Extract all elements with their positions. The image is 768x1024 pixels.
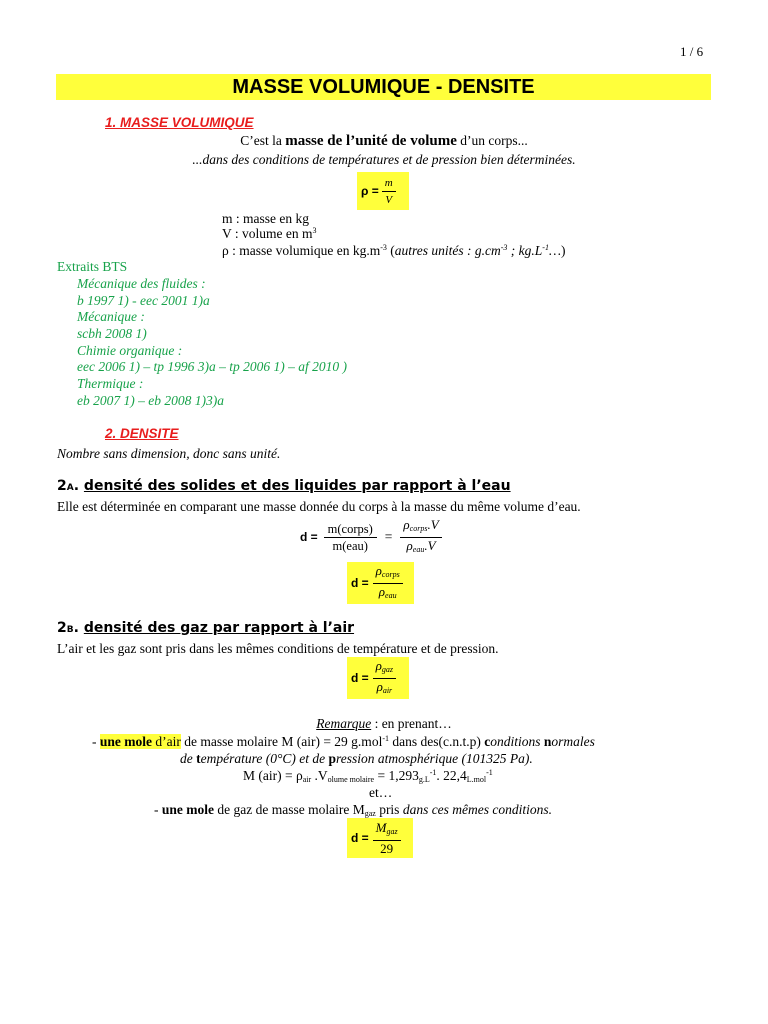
remark-line: Remarque : en prenant…	[316, 716, 452, 731]
density-formula-lhs: d =	[300, 530, 318, 544]
legend-volume: V : volume en $m^3$	[222, 226, 317, 241]
air-molar-mass-line: M $(air) = \rho_{air}$ $.V_{olume molaire} = 1,293_{g.L}^{-1}$. $22,4_{L.mol}^{-1}$	[243, 768, 493, 784]
definition-line	[0, 133, 768, 150]
fraction-den: $\rho_{air}$	[376, 678, 393, 695]
gas-mole-line: - une mole de gaz de masse molaire $M_{gaz}$ pris dans ces mêmes conditions.	[154, 802, 553, 818]
density-formula-2-box	[347, 562, 414, 604]
definition-prefix: C’est la	[240, 133, 286, 148]
page-title: MASSE VOLUMIQUE - DENSITE	[232, 76, 535, 98]
bts-line: Mécanique des fluides :	[77, 276, 206, 291]
section-2-subtitle: Nombre sans dimension, donc sans unité.	[57, 446, 281, 461]
bts-line: Mécanique :	[77, 309, 145, 324]
rho-formula-lhs: ρ =	[361, 184, 379, 198]
definition-bold: masse de l’unité de volume	[285, 133, 457, 149]
bts-line: Chimie organique :	[77, 343, 183, 358]
rho-formula-box	[357, 172, 409, 210]
fraction-den: 29	[380, 840, 394, 856]
density-formula-lhs: d =	[351, 671, 369, 685]
section-1-heading: 1. MASSE VOLUMIQUE	[105, 115, 254, 130]
gas-density-formula-box	[347, 657, 409, 699]
bts-line: scbh 2008 1)	[77, 326, 147, 341]
rho-formula-den: V	[385, 193, 393, 206]
fraction-num: $M_{gaz}$	[373, 820, 401, 841]
density-formula-lhs: d =	[351, 576, 369, 590]
fraction-den: $\rho_{eau}$	[378, 583, 397, 600]
and-line: et…	[369, 785, 393, 800]
density-formula-1	[300, 517, 442, 557]
legend-mass: m : masse en kg	[222, 211, 309, 226]
fraction-num: m(corps)	[324, 521, 377, 538]
bts-line: Thermique :	[77, 376, 144, 391]
bts-line: eb 2007 1) – eb 2008 1)3)a	[77, 393, 224, 408]
ntp-line: de température (0°C) et de pression atmosphérique (101325 Pa).	[180, 751, 533, 766]
section-2a-heading: 2A. densité des solides et des liquides par rapport à l’eau	[57, 478, 511, 494]
fraction-den: m(eau)	[332, 538, 368, 553]
section-2b-heading: 2B. densité des gaz par rapport à l’air	[57, 620, 355, 636]
fraction-num: $\rho_{corps}$	[373, 563, 403, 584]
legend-rho: ρ : masse volumique en $kg.m^{-3}$ (autres unités : $g.cm^{-3}$ ; $kg.L^{-1}\dots$)	[222, 243, 566, 258]
bts-line: b 1997 1) - eec 2001 1)a	[77, 293, 210, 308]
section-2a-text: Elle est déterminée en comparant une masse donnée du corps à la masse du même volume d’eau.	[57, 499, 581, 514]
fraction-num: $\rho_{corps}.V$	[400, 517, 441, 538]
title-banner	[56, 74, 711, 100]
density-formula-lhs: d =	[351, 831, 369, 845]
air-mole-line: - une mole d’air de masse molaire M (air) = 29 g.mol$^{-1}$ dans des(c.n.t.p) conditions normales	[92, 734, 595, 749]
bts-heading: Extraits BTS	[57, 259, 128, 274]
rho-formula-num: m	[382, 175, 396, 192]
equals-sign: =	[384, 529, 393, 544]
definition-suffix: d’un corps...	[456, 133, 528, 148]
section-2b-text: L’air et les gaz sont pris dans les mêmes conditions de température et de pression.	[57, 641, 499, 656]
section-2-heading: 2. DENSITE	[105, 426, 179, 441]
fraction-den: $\rho_{eau}.V$	[406, 537, 436, 554]
conditions-line: ...dans des conditions de températures et de pression bien déterminées.	[192, 152, 576, 167]
fraction-num: $\rho_{gaz}$	[373, 658, 396, 679]
gas-molar-formula-box	[347, 818, 413, 858]
page-number: 1 / 6	[680, 44, 704, 59]
bts-line: eec 2006 1) – tp 1996 3)a – tp 2006 1) – af 2010 )	[77, 359, 347, 374]
